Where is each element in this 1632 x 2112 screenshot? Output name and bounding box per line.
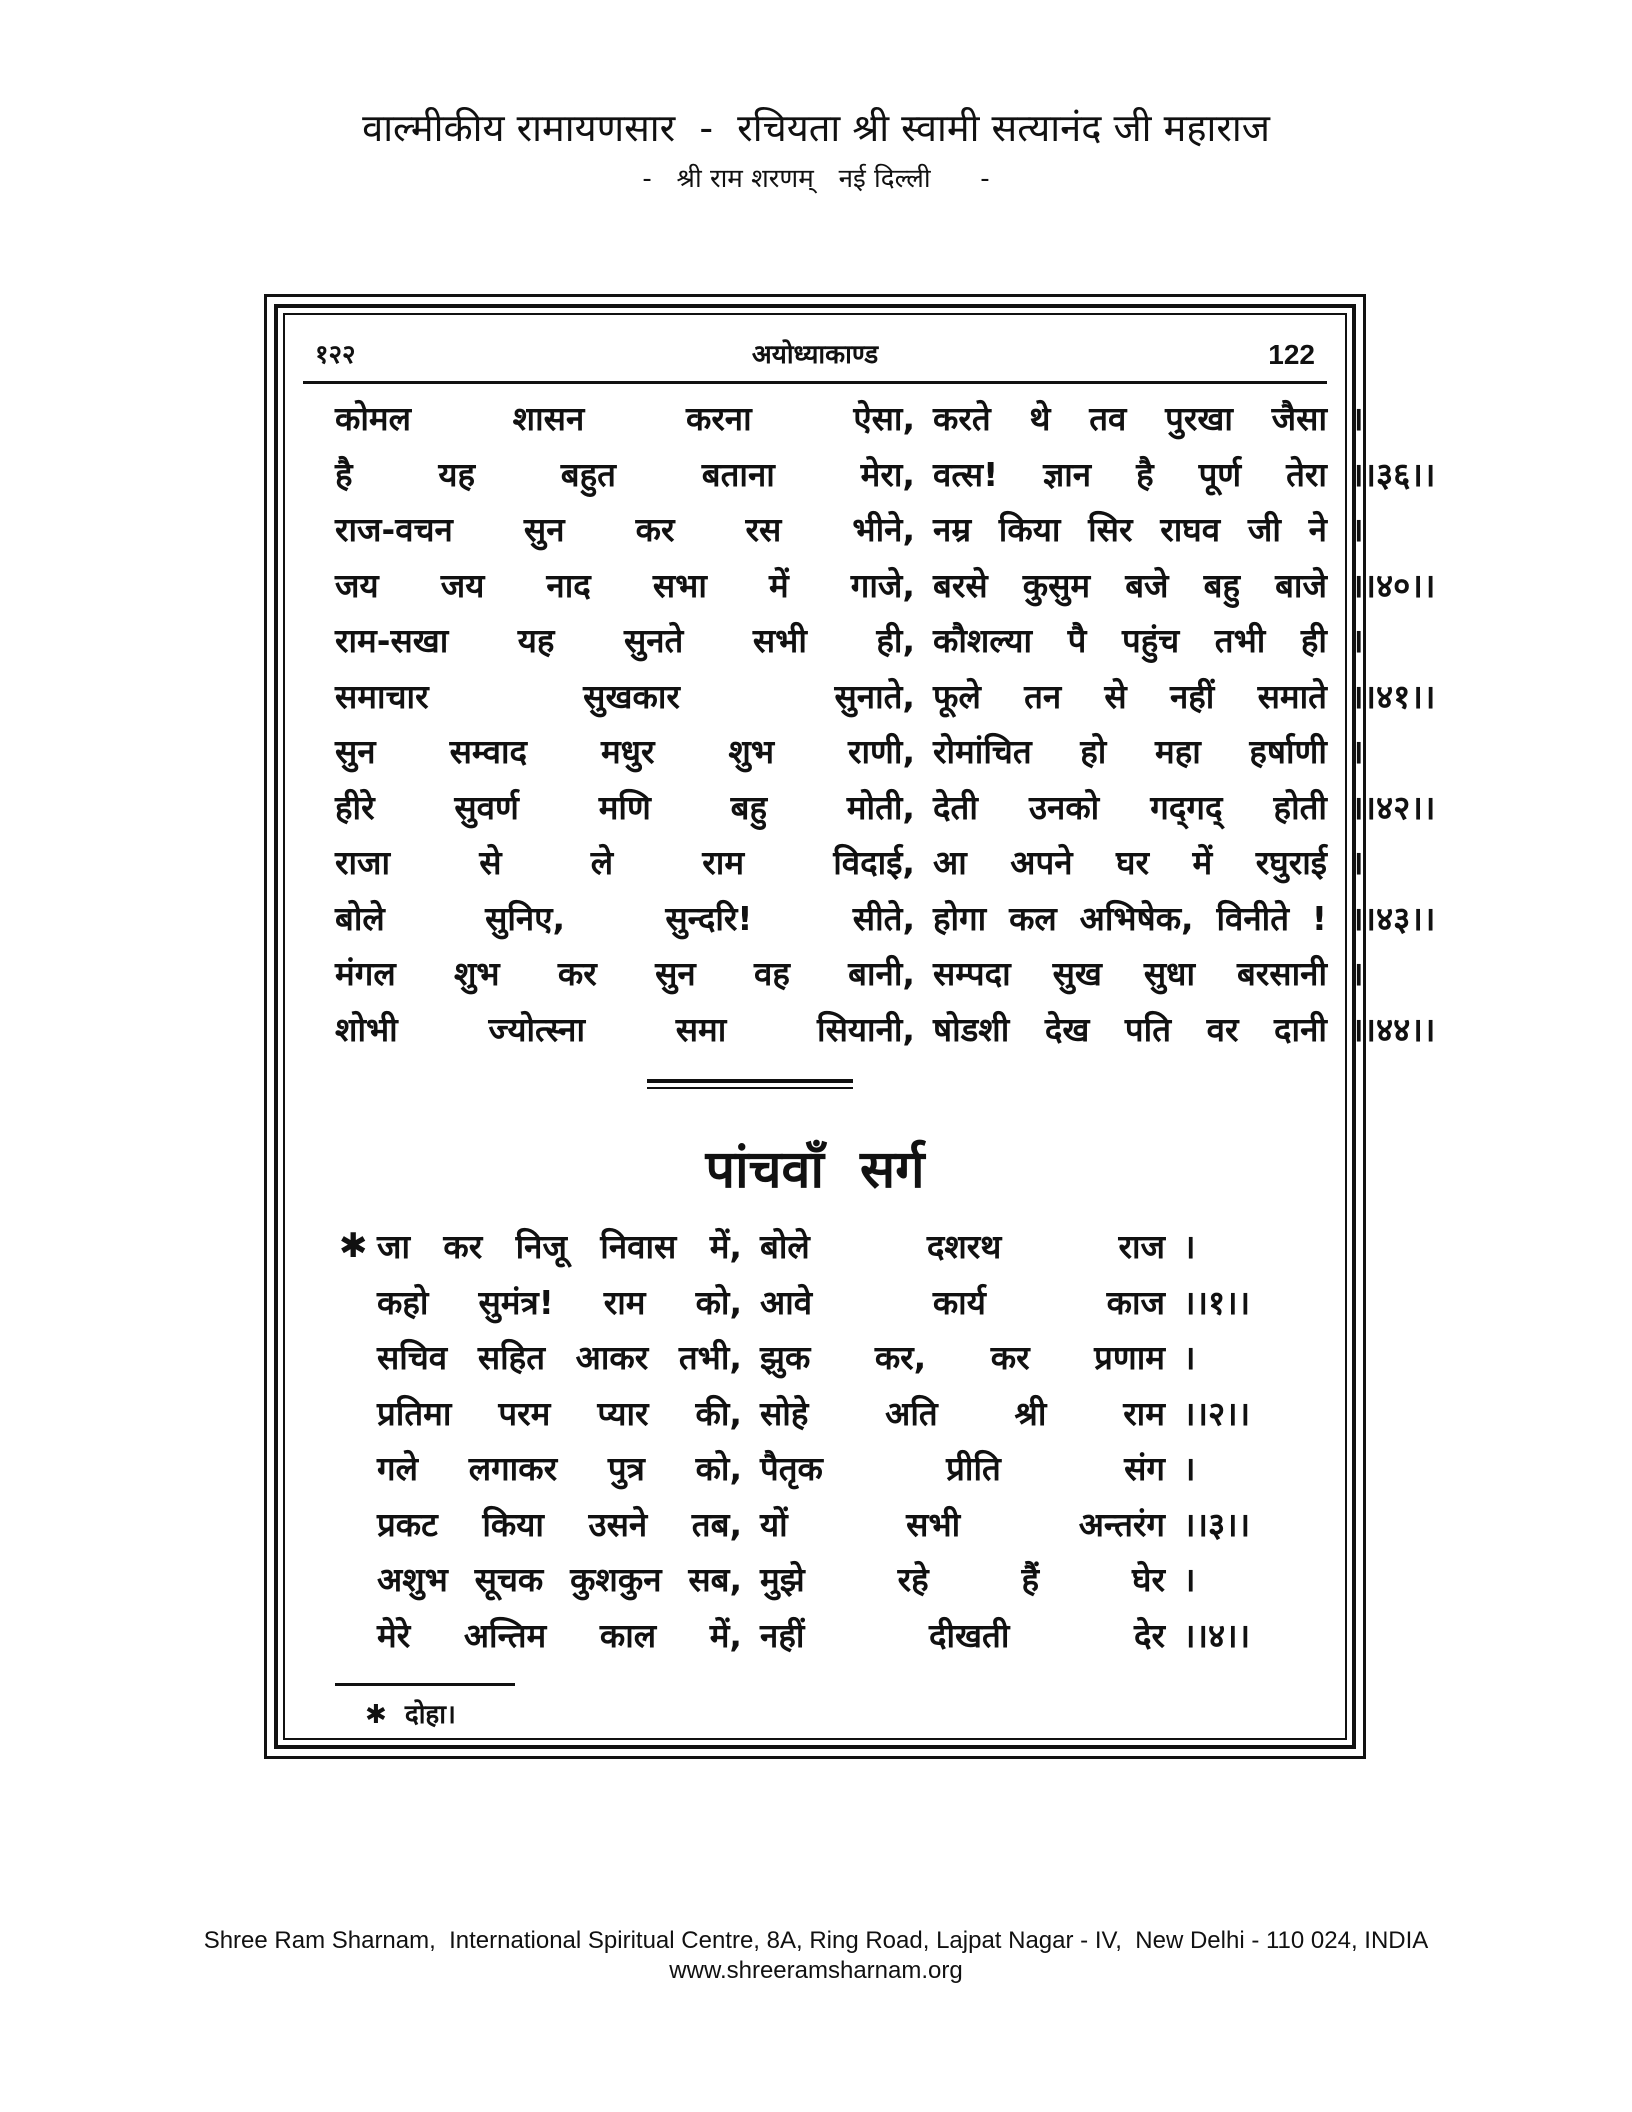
verse-number-mark: ।।२।। bbox=[1183, 1393, 1251, 1433]
footer-website: www.shreeramsharnam.org bbox=[669, 1957, 963, 1984]
verse-line bbox=[285, 613, 1364, 669]
verse-word: देर bbox=[1133, 1615, 1165, 1655]
verse-line bbox=[285, 780, 1436, 836]
line-second-half bbox=[933, 391, 1327, 447]
verse-word: सुनते bbox=[623, 621, 684, 660]
verse-word: राम bbox=[1123, 1393, 1165, 1433]
verse-word: सम्वाद bbox=[449, 732, 528, 771]
line-first-half bbox=[335, 502, 915, 558]
separator-rule-thick bbox=[647, 1079, 853, 1083]
verse-word: निजू bbox=[515, 1227, 567, 1266]
line-second-half bbox=[933, 613, 1327, 669]
footnote: ✱ दोहा। bbox=[365, 1700, 456, 1730]
verse-word: ने bbox=[1308, 510, 1327, 549]
verse-word: को, bbox=[695, 1282, 742, 1322]
verse-number-mark: । bbox=[1183, 1560, 1196, 1599]
verse-word: सचिव bbox=[377, 1338, 448, 1377]
verse-word: तभी bbox=[1214, 621, 1266, 660]
verse-word: श्री bbox=[1014, 1393, 1047, 1433]
verse-word: राणी, bbox=[848, 732, 915, 771]
verse-line bbox=[285, 891, 1436, 947]
verse-word: सूचक bbox=[474, 1560, 544, 1599]
verse-word: ही, bbox=[876, 621, 915, 660]
verse-word: लगाकर bbox=[468, 1449, 558, 1488]
verse-word: महा bbox=[1154, 732, 1201, 771]
verse-word: वर bbox=[1206, 1009, 1239, 1049]
verse-word: में, bbox=[709, 1227, 742, 1266]
verse-word: रोमांचित bbox=[933, 732, 1032, 771]
verse-word: ही bbox=[1300, 621, 1327, 660]
verse-word: प्यार bbox=[597, 1393, 649, 1433]
verse-word: यह bbox=[438, 454, 475, 494]
verse-number-mark: । bbox=[1183, 1227, 1196, 1266]
verse-word: दानी bbox=[1274, 1009, 1327, 1049]
line-first-half bbox=[335, 391, 915, 447]
verse-word: जी bbox=[1247, 510, 1281, 549]
verse-word: रघुराई bbox=[1255, 843, 1327, 882]
verse-word: संग bbox=[1124, 1449, 1165, 1488]
verse-line bbox=[285, 835, 1364, 891]
verse-word: समा bbox=[675, 1009, 727, 1049]
verse-word: सब, bbox=[688, 1560, 742, 1599]
line-first-half bbox=[335, 1002, 915, 1058]
verse-word: नहीं bbox=[760, 1615, 805, 1655]
verse-word: आकर bbox=[575, 1338, 649, 1377]
verse-word: शुभ bbox=[728, 732, 775, 771]
line-first-half bbox=[377, 1552, 742, 1608]
verse-word: हर्षाणी bbox=[1249, 732, 1327, 771]
line-second-half bbox=[760, 1441, 1165, 1497]
verse-word: सुमंत्र! bbox=[478, 1282, 554, 1322]
verse-word: गाजे, bbox=[850, 565, 915, 605]
verse-word: बजे bbox=[1125, 565, 1169, 605]
verse-word: होगा bbox=[933, 898, 987, 938]
verse-word: दशरथ bbox=[926, 1227, 1002, 1266]
verse-word: बोले bbox=[335, 898, 385, 938]
verse-word: तभी, bbox=[678, 1338, 742, 1377]
verse-word: राज-वचन bbox=[335, 510, 453, 549]
verse-word: यह bbox=[517, 621, 555, 660]
verse-word: गद्‌गद् bbox=[1150, 787, 1223, 827]
verse-word: सोहे bbox=[760, 1393, 809, 1433]
line-first-half bbox=[377, 1497, 742, 1553]
verse-word: मणि bbox=[598, 787, 651, 827]
separator-rule-thin bbox=[647, 1087, 853, 1089]
verse-number-mark: ।।४२।। bbox=[1351, 787, 1436, 827]
verse-word: सुनिए, bbox=[485, 898, 566, 938]
verse-word: राम bbox=[702, 843, 745, 882]
line-second-half bbox=[760, 1219, 1165, 1275]
verse-word: सुवर्ण bbox=[454, 787, 519, 827]
verse-word: अति bbox=[885, 1393, 938, 1433]
line-first-half bbox=[335, 780, 915, 836]
line-first-half bbox=[377, 1219, 742, 1275]
doha-line bbox=[285, 1552, 1345, 1608]
verse-word: जैसा bbox=[1271, 399, 1327, 438]
verse-word: राजा bbox=[335, 843, 391, 882]
line-second-half bbox=[933, 946, 1327, 1002]
page-border-inner bbox=[274, 304, 1436, 1749]
verse-word: पुरखा bbox=[1165, 399, 1233, 438]
verse-word: गले bbox=[377, 1449, 418, 1488]
page-number-devanagari: १२२ bbox=[315, 340, 356, 370]
line-second-half bbox=[933, 891, 1327, 947]
verse-word: उनको bbox=[1028, 787, 1100, 827]
line-second-half bbox=[760, 1275, 1165, 1331]
verse-word: राम bbox=[603, 1282, 646, 1322]
verse-word: जय bbox=[335, 565, 379, 605]
verse-line bbox=[285, 724, 1364, 780]
verse-line bbox=[285, 391, 1364, 447]
verse-word: वत्स! bbox=[933, 454, 999, 494]
verse-word: भीने, bbox=[852, 510, 915, 549]
verse-line bbox=[285, 502, 1364, 558]
verse-word: जा bbox=[377, 1227, 411, 1266]
verse-word: यों bbox=[760, 1504, 788, 1544]
verse-word: रहे bbox=[897, 1560, 929, 1599]
running-head-rule bbox=[303, 381, 1327, 384]
verse-word: समाचार bbox=[335, 676, 429, 716]
verse-word: परम bbox=[498, 1393, 551, 1433]
verse-word: में, bbox=[709, 1615, 742, 1655]
verse-word: षोडशी bbox=[933, 1009, 1010, 1049]
line-first-half bbox=[335, 891, 915, 947]
verse-line bbox=[285, 447, 1436, 503]
line-first-half bbox=[335, 835, 915, 891]
verse-word: मंगल bbox=[335, 954, 396, 993]
verse-number-mark: ।।३६।। bbox=[1351, 454, 1436, 494]
line-first-half bbox=[335, 558, 915, 614]
verse-word: की, bbox=[695, 1393, 742, 1433]
verse-number-mark: । bbox=[1351, 399, 1364, 438]
verse-word: से bbox=[479, 843, 502, 882]
verse-word: सुनाते, bbox=[834, 676, 915, 716]
doha-block bbox=[285, 1219, 1345, 1663]
verse-word: सुधा bbox=[1143, 954, 1195, 993]
verse-word: अपने bbox=[1010, 843, 1073, 882]
verse-word: झुक bbox=[760, 1338, 811, 1377]
verse-word: कुसुम bbox=[1022, 565, 1091, 605]
verse-word: बरसानी bbox=[1236, 954, 1327, 993]
verse-word: तन bbox=[1024, 676, 1062, 716]
line-second-half bbox=[933, 502, 1327, 558]
verse-word: जय bbox=[440, 565, 485, 605]
verse-word: कौशल्या bbox=[933, 621, 1033, 660]
verse-word: हैं bbox=[1021, 1560, 1040, 1599]
doha-line bbox=[285, 1275, 1345, 1331]
verse-word: मेरे bbox=[377, 1615, 411, 1655]
verse-line bbox=[285, 669, 1436, 725]
doha-star-marker: ✱ bbox=[339, 1226, 368, 1266]
verse-word: हीरे bbox=[335, 787, 375, 827]
verse-word: बरसे bbox=[933, 565, 988, 605]
verse-word: पूर्ण bbox=[1198, 454, 1242, 494]
verse-word: फूले bbox=[933, 676, 981, 716]
verse-word: कहो bbox=[377, 1282, 429, 1322]
verse-number-mark: । bbox=[1351, 621, 1364, 660]
verse-word: प्रकट bbox=[377, 1504, 438, 1544]
verse-word: सुख bbox=[1052, 954, 1102, 993]
verse-word: हो bbox=[1080, 732, 1107, 771]
verse-number-mark: ।।४१।। bbox=[1351, 676, 1436, 716]
line-first-half bbox=[377, 1441, 742, 1497]
verse-word: रस bbox=[745, 510, 782, 549]
verse-word: पहुंच bbox=[1121, 621, 1180, 660]
verse-word: मेरा, bbox=[860, 454, 915, 494]
verse-number-mark: ।।४।। bbox=[1183, 1615, 1251, 1655]
verse-word: बहु bbox=[1203, 565, 1240, 605]
verse-block bbox=[285, 391, 1436, 1057]
verse-word: पै bbox=[1067, 621, 1087, 660]
line-second-half bbox=[933, 558, 1327, 614]
document-header-title: वाल्मीकीय रामायणसार - रचियता श्री स्वामी सत्यानंद जी महाराज bbox=[362, 106, 1270, 150]
verse-word: काज bbox=[1106, 1282, 1165, 1322]
verse-word: से bbox=[1104, 676, 1127, 716]
verse-word: किया bbox=[998, 510, 1061, 549]
verse-word: पति bbox=[1124, 1009, 1172, 1049]
verse-word: ज्ञान bbox=[1043, 454, 1092, 494]
verse-word: सभी bbox=[752, 621, 807, 660]
verse-word: सीते, bbox=[852, 898, 915, 938]
verse-word: प्रतिमा bbox=[377, 1393, 452, 1433]
footer-address: Shree Ram Sharnam, International Spiritual Centre, 8A, Ring Road, Lajpat Nagar - IV, New Delhi - 110 024, INDIA bbox=[203, 1927, 1429, 1954]
verse-word: वह bbox=[753, 954, 790, 993]
verse-word: उसने bbox=[588, 1504, 648, 1544]
verse-word: कर bbox=[557, 954, 597, 993]
verse-word: सुन bbox=[523, 510, 565, 549]
verse-word: निवास bbox=[600, 1227, 677, 1266]
footnote-rule bbox=[335, 1683, 515, 1686]
verse-word: सभा bbox=[652, 565, 707, 605]
verse-word: अभिषेक, bbox=[1079, 898, 1194, 938]
verse-word: प्रीति bbox=[946, 1449, 1001, 1488]
verse-word: बानी, bbox=[848, 954, 915, 993]
line-second-half bbox=[933, 780, 1327, 836]
verse-line bbox=[285, 946, 1364, 1002]
verse-word: होती bbox=[1273, 787, 1327, 827]
doha-line bbox=[285, 1330, 1345, 1386]
line-second-half bbox=[760, 1552, 1165, 1608]
verse-word: विदाई, bbox=[833, 843, 915, 882]
line-first-half bbox=[377, 1386, 742, 1442]
line-first-half bbox=[377, 1275, 742, 1331]
doha-line bbox=[285, 1386, 1345, 1442]
line-second-half bbox=[760, 1497, 1165, 1553]
verse-number-mark: । bbox=[1183, 1338, 1196, 1377]
section-title: अयोध्याकाण्ड bbox=[751, 340, 879, 370]
verse-word: घेर bbox=[1131, 1560, 1165, 1599]
verse-number-mark: ।।३।। bbox=[1183, 1504, 1251, 1544]
verse-word: कर bbox=[635, 510, 675, 549]
verse-word: आवे bbox=[760, 1282, 813, 1322]
verse-word: बहु bbox=[730, 787, 767, 827]
line-second-half bbox=[933, 835, 1327, 891]
line-second-half bbox=[933, 447, 1327, 503]
verse-word: अन्तरंग bbox=[1078, 1504, 1165, 1544]
verse-word: कुशकुन bbox=[570, 1560, 662, 1599]
verse-word: करते bbox=[933, 399, 991, 438]
verse-word: नहीं bbox=[1169, 676, 1215, 716]
verse-word: कर, bbox=[874, 1338, 927, 1377]
document-header-subtitle: - श्री राम शरणम् नई दिल्ली - bbox=[642, 164, 990, 194]
verse-word: देख bbox=[1044, 1009, 1090, 1049]
verse-word: नम्र bbox=[933, 510, 972, 549]
verse-word: को, bbox=[695, 1449, 742, 1488]
verse-word: ! bbox=[1311, 898, 1327, 938]
sarg-heading: पांचवाँ सर्ग bbox=[705, 1140, 925, 1200]
verse-word: सिर bbox=[1088, 510, 1133, 549]
verse-word: ले bbox=[590, 843, 614, 882]
running-head bbox=[315, 335, 1315, 375]
line-first-half bbox=[335, 669, 915, 725]
verse-number-mark: । bbox=[1351, 843, 1364, 882]
verse-number-mark: । bbox=[1183, 1449, 1196, 1488]
verse-word: कार्य bbox=[932, 1282, 986, 1322]
page-number: 122 bbox=[1268, 339, 1315, 370]
verse-word: शुभ bbox=[453, 954, 500, 993]
verse-word: घर bbox=[1116, 843, 1150, 882]
verse-word: बोले bbox=[760, 1227, 810, 1266]
verse-number-mark: ।।४३।। bbox=[1351, 898, 1436, 938]
verse-word: प्रणाम bbox=[1094, 1338, 1165, 1377]
verse-word: नाद bbox=[546, 565, 591, 605]
line-first-half bbox=[335, 447, 915, 503]
verse-word: राज bbox=[1118, 1227, 1165, 1266]
verse-word: में bbox=[768, 565, 789, 605]
line-first-half bbox=[335, 613, 915, 669]
verse-number-mark: ।।४०।। bbox=[1351, 565, 1436, 605]
line-second-half bbox=[933, 1002, 1327, 1058]
verse-word: शासन bbox=[512, 399, 585, 438]
verse-word: किया bbox=[482, 1504, 544, 1544]
verse-number-mark: ।।४४।। bbox=[1351, 1009, 1436, 1049]
verse-word: में bbox=[1192, 843, 1213, 882]
verse-word: तब, bbox=[691, 1504, 742, 1544]
doha-line bbox=[285, 1608, 1345, 1664]
line-second-half bbox=[760, 1330, 1165, 1386]
verse-word: दीखती bbox=[928, 1615, 1010, 1655]
line-second-half bbox=[933, 669, 1327, 725]
doha-line bbox=[285, 1441, 1345, 1497]
verse-word: मधुर bbox=[600, 732, 655, 771]
verse-word: तव bbox=[1089, 399, 1127, 438]
verse-word: है bbox=[1136, 454, 1154, 494]
doha-line bbox=[285, 1219, 1345, 1275]
verse-line bbox=[285, 1002, 1436, 1058]
verse-word: शोभी bbox=[335, 1009, 398, 1049]
verse-number-mark: ।।१।। bbox=[1183, 1282, 1251, 1322]
line-first-half bbox=[377, 1330, 742, 1386]
line-first-half bbox=[335, 946, 915, 1002]
verse-word: राघव bbox=[1160, 510, 1221, 549]
verse-word: सियानी, bbox=[817, 1009, 915, 1049]
verse-word: आ bbox=[933, 843, 967, 882]
verse-word: अन्तिम bbox=[463, 1615, 547, 1655]
verse-word: कर bbox=[990, 1338, 1030, 1377]
verse-word: ऐसा, bbox=[853, 399, 915, 438]
verse-word: समाते bbox=[1257, 676, 1327, 716]
verse-word: सहित bbox=[477, 1338, 546, 1377]
line-first-half bbox=[335, 724, 915, 780]
verse-word: मुझे bbox=[760, 1560, 805, 1599]
verse-word: सुन्दरि! bbox=[665, 898, 753, 938]
line-second-half bbox=[760, 1386, 1165, 1442]
verse-word: कर bbox=[443, 1227, 483, 1266]
verse-word: बाजे bbox=[1275, 565, 1327, 605]
verse-word: पुत्र bbox=[607, 1449, 645, 1488]
verse-line bbox=[285, 558, 1436, 614]
line-second-half bbox=[760, 1608, 1165, 1664]
doha-line bbox=[285, 1497, 1345, 1553]
verse-word: सुखकार bbox=[583, 676, 680, 716]
verse-word: मोती, bbox=[846, 787, 915, 827]
verse-word: बहुत bbox=[560, 454, 616, 494]
verse-number-mark: । bbox=[1351, 510, 1364, 549]
verse-word: है bbox=[335, 454, 353, 494]
verse-word: विनीते bbox=[1216, 898, 1290, 938]
verse-word: थे bbox=[1029, 399, 1051, 438]
verse-word: कोमल bbox=[335, 399, 411, 438]
verse-word: राम-सखा bbox=[335, 621, 449, 660]
verse-number-mark: । bbox=[1351, 732, 1364, 771]
verse-word: अशुभ bbox=[377, 1560, 448, 1599]
verse-word: तेरा bbox=[1286, 454, 1327, 494]
verse-word: कल bbox=[1009, 898, 1057, 938]
verse-word: बताना bbox=[701, 454, 775, 494]
page-border-frame bbox=[264, 294, 1436, 1759]
line-first-half bbox=[377, 1608, 742, 1664]
verse-word: देती bbox=[933, 787, 978, 827]
verse-word: सुन bbox=[335, 732, 376, 771]
verse-word: सम्पदा bbox=[933, 954, 1011, 993]
verse-word: ज्योत्स्ना bbox=[488, 1009, 586, 1049]
verse-word: सभी bbox=[906, 1504, 961, 1544]
line-second-half bbox=[933, 724, 1327, 780]
verse-number-mark: । bbox=[1351, 954, 1364, 993]
page-content bbox=[283, 313, 1436, 1740]
verse-word: काल bbox=[599, 1615, 657, 1655]
verse-word: पैतृक bbox=[760, 1449, 823, 1488]
verse-word: सुन bbox=[655, 954, 696, 993]
verse-word: करना bbox=[685, 399, 752, 438]
